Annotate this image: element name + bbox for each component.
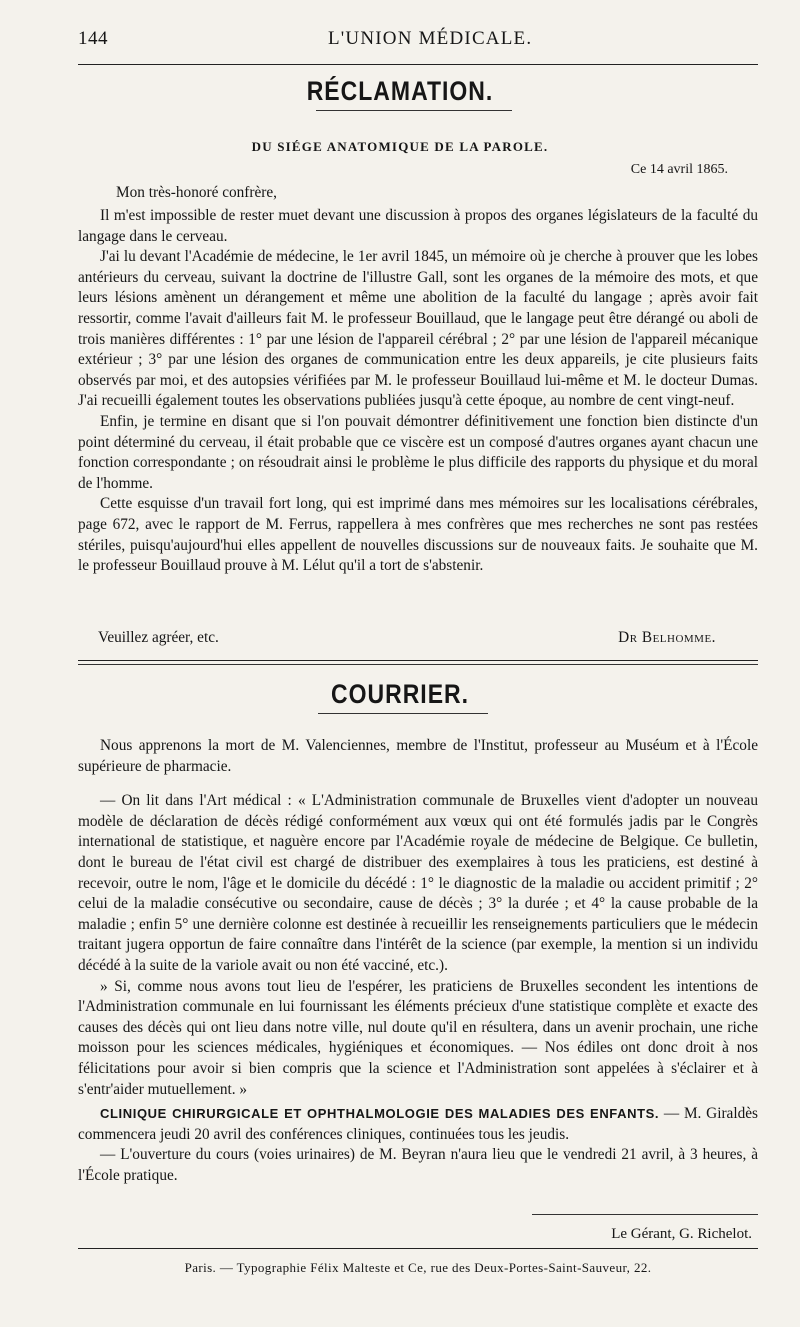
letter-date: Ce 14 avril 1865.: [630, 162, 728, 177]
title-underline: [316, 110, 512, 111]
clinic-heading: CLINIQUE CHIRURGICALE ET OPHTHALMOLOGIE DES MALADIES DES ENFANTS.: [100, 1106, 660, 1122]
paragraph: Enfin, je termine en disant que si l'on pouvait démontrer définitivement une fonction bien distincte d'un point déterminé du cerveau, il était probable que ce viscère est un composé d'autres organes ayant chacun une fonction correspondante ; on résoudrait ainsi le problème le plus difficile des rapports du physique et du moral de l'homme.: [78, 412, 758, 492]
paragraph: — L'ouverture du cours (voies urinaires) de M. Beyran n'aura lieu que le vendredi 21 avril, à 3 heures, à l'École pratique.: [78, 1146, 758, 1184]
page-header: [78, 28, 758, 56]
reclamation-subtitle: DU SIÉGE ANATOMIQUE DE LA PAROLE.: [251, 139, 549, 154]
courrier-title: COURRIER.: [330, 678, 470, 709]
paragraph: J'ai lu devant l'Académie de médecine, le 1er avril 1845, un mémoire où je cherche à prouver que les lobes antérieurs du cerveau, suivant la doctrine de l'illustre Gall, sont les organes de la mémoire des mots, et que leurs lésions amènent un dérangement et même une abolition de la faculté du langage ; après avoir fait ressortir, comme l'avait d'ailleurs fait M. le professeur Bouillaud, que le langage peut être dérangé ou aboli de trois manières différentes : 1° par une lésion de l'appareil cérébral ; 2° par une lésion de l'appareil mécanique extérieur ; 3° par une lésion des organes de communication entre les deux appareils, je cite plusieurs faits observés par moi, et des autopsies vérifiées par M. le professeur Bouillaud lui-même et M. le docteur Dumas. J'ai recueilli également toutes les observations publiées jusqu'à cette époque, au nombre de cent vingt-neuf.: [78, 248, 758, 410]
paragraph: Nous apprenons la mort de M. Valenciennes, membre de l'Institut, professeur au Muséum et à l'École supérieure de pharmacie.: [78, 737, 758, 775]
paragraph: Cette esquisse d'un travail fort long, qui est imprimé dans mes mémoires sur les localisations cérébrales, page 672, avec le rapport de M. Ferrus, rappellera à mes confrères que mes recherches ne sont pas restées stériles, puisqu'aujourd'hui elles appellent de nouvelles discussions sur de nouveaux faits. Je souhaite que M. le professeur Bouillaud prouve à M. Lélut qu'il a tort de s'abstenir.: [78, 495, 758, 575]
closing: Veuillez agréer, etc.: [98, 629, 219, 646]
salutation: Mon très-honoré confrère,: [116, 184, 277, 201]
reclamation-title: RÉCLAMATION.: [306, 75, 494, 106]
courrier-body: [78, 736, 758, 1186]
section-rule-thin: [78, 664, 758, 665]
paragraph: — On lit dans l'Art médical : « L'Administration communale de Bruxelles vient d'adopter un nouveau modèle de déclaration de décès rédigé conformément aux vœux qui ont été formulés jadis par le Congrès international de statistique, et naguère encore par l'Académie royale de médecine de Belgique. Ce bulletin, dont le bureau de l'état civil est chargé de distribuer des exemplaires à tous les praticiens, est destiné à recevoir, outre le nom, l'âge et le domicile du décédé : 1° le diagnostic de la maladie ou accident primitif ; 2° celui de la maladie consécutive ou secondaire, cause de décès ; 3° la durée ; et 4° la cause probable de la maladie ; enfin 5° une dernière colonne est destinée à recueillir les renseignements particuliers que le médecin traitant jugera opportun de faire connaître dans l'intérêt de la science (par exemple, la mention si un individu décédé à la suite de la variole avait ou non été vacciné, etc.).: [78, 792, 758, 974]
gerant-rule: [532, 1214, 758, 1215]
gerant-signature: Le Gérant, G. Richelot.: [611, 1226, 752, 1242]
paragraph: Il m'est impossible de rester muet devant une discussion à propos des organes législateurs de la faculté du langage dans le cerveau.: [78, 207, 758, 245]
header-rule: [78, 64, 758, 65]
signature: Dr Belhomme.: [618, 629, 716, 646]
letter-closing-line: [78, 629, 758, 647]
running-title: L'UNION MÉDICALE.: [328, 28, 533, 49]
paragraph: » Si, comme nous avons tout lieu de l'espérer, les praticiens de Bruxelles secondent les intentions de l'Administration communale en lui fournissant les éléments précieux d'une statistique complète et exacte des causes des décès qui ont lieu dans notre ville, nul doute qu'il en résultera, dans un avenir prochain, une riche moisson pour les sciences médicales, hygiéniques et économiques. — Nos édiles ont donc droit à nos félicitations pour avoir si bien compris que la science et l'Administration sont appelées à s'éclairer et à s'entr'aider mutuellement. »: [78, 977, 758, 1098]
clinic-text: — M. Giraldès commencera jeudi 20 avril des conférences cliniques, continuées tous les jeudis.: [78, 1105, 758, 1143]
paragraph: [78, 1104, 758, 1145]
title-underline: [318, 713, 488, 714]
footer-rule: [78, 1248, 758, 1249]
page-number: 144: [78, 28, 108, 49]
reclamation-body: [78, 206, 758, 577]
section-rule: [78, 660, 758, 661]
printer-imprint: Paris. — Typographie Félix Malteste et Ce, rue des Deux-Portes-Saint-Sauveur, 22.: [184, 1260, 652, 1275]
